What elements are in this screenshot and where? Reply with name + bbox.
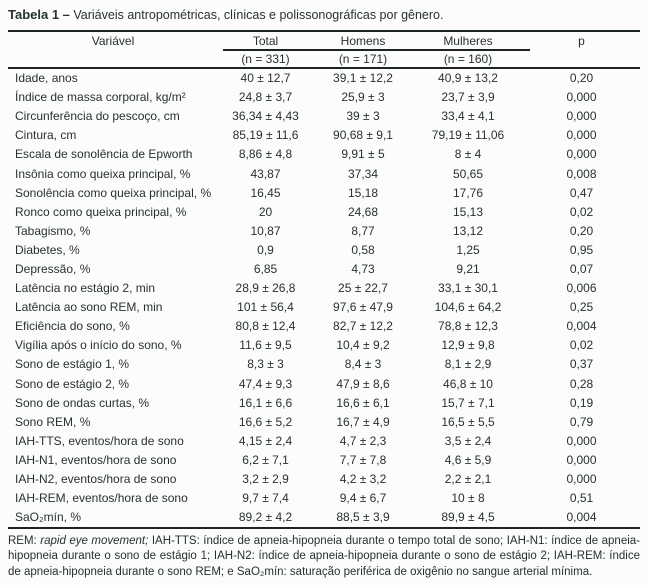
cell-total: 16,45 <box>250 185 281 200</box>
cell-p: 0,000 <box>566 128 597 143</box>
row-label: Eficiência do sono, % <box>15 319 130 334</box>
table-row <box>8 259 640 278</box>
cell-homens: 16,6 ± 6,1 <box>336 395 390 410</box>
cell-p: 0,000 <box>566 109 597 124</box>
cell-p: 0,79 <box>569 414 594 429</box>
row-label: Cintura, cm <box>15 128 77 143</box>
table-row <box>8 374 640 393</box>
cell-homens: 9,91 ± 5 <box>341 147 385 162</box>
cell-mulheres: 8 ± 4 <box>454 147 482 162</box>
row-label: Sono REM, % <box>15 414 91 429</box>
row-label: Sono de estágio 2, % <box>15 376 130 391</box>
cell-p: 0,000 <box>566 452 597 467</box>
cell-p: 0,20 <box>569 223 594 238</box>
cell-homens: 10,4 ± 9,2 <box>336 338 390 353</box>
cell-homens: 47,9 ± 8,6 <box>336 376 390 391</box>
cell-total: 10,87 <box>250 223 281 238</box>
cell-total: 8,3 ± 3 <box>247 357 284 372</box>
row-label: Sono de ondas curtas, % <box>15 395 150 410</box>
cell-homens: 88,5 ± 3,9 <box>336 510 390 525</box>
cell-p: 0,20 <box>569 71 594 86</box>
row-label: Idade, anos <box>15 71 78 86</box>
cell-mulheres: 8,1 ± 2,9 <box>444 357 492 372</box>
cell-p: 0,47 <box>569 185 594 200</box>
table-row <box>8 412 640 431</box>
cell-homens: 82,7 ± 12,2 <box>333 319 393 334</box>
cell-total: 6,85 <box>253 261 278 276</box>
cell-mulheres: 78,8 ± 12,3 <box>438 319 498 334</box>
cell-total: 6,2 ± 7,1 <box>242 452 289 467</box>
cell-p: 0,004 <box>566 510 597 525</box>
cell-homens: 0,58 <box>351 242 375 257</box>
table-row <box>8 450 640 469</box>
cell-total: 85,19 ± 11,6 <box>232 128 299 143</box>
table-header <box>8 32 640 69</box>
header-n-mulheres: (n = 160) <box>443 51 493 66</box>
cell-mulheres: 33,4 ± 4,1 <box>441 109 495 124</box>
row-label: Escala de sonolência de Epworth <box>15 147 193 162</box>
table-body <box>8 69 640 527</box>
header-n-homens: (n = 171) <box>338 51 388 66</box>
cell-p: 0,000 <box>566 90 597 105</box>
cell-mulheres: 46,8 ± 10 <box>443 376 493 391</box>
column-header-total: Total <box>252 34 279 48</box>
row-label: Latência no estágio 2, min <box>15 281 156 296</box>
header-row-groups <box>8 33 640 49</box>
footnote-italic-term: rapid eye movement; <box>40 534 149 547</box>
row-label: Sonolência como queixa principal, % <box>15 185 212 200</box>
header-n-spacer <box>8 51 218 67</box>
row-label: Sono de estágio 1, % <box>15 357 130 372</box>
cell-mulheres: 40,9 ± 13,2 <box>438 71 498 86</box>
cell-homens: 8,77 <box>351 223 375 238</box>
header-n-total: (n = 331) <box>241 51 290 66</box>
cell-mulheres: 1,25 <box>456 242 480 257</box>
table-row <box>8 240 640 259</box>
cell-homens: 16,7 ± 4,9 <box>336 414 390 429</box>
table-row <box>8 355 640 374</box>
row-label: Depressão, % <box>15 261 91 276</box>
table-row <box>8 107 640 126</box>
cell-homens: 4,73 <box>351 261 375 276</box>
row-label: Diabetes, % <box>15 242 80 257</box>
cell-homens: 90,68 ± 9,1 <box>333 128 393 143</box>
header-n-spacer-p <box>523 51 640 67</box>
table-row <box>8 69 640 88</box>
cell-p: 0,006 <box>566 281 597 296</box>
cell-mulheres: 4,6 ± 5,9 <box>444 452 492 467</box>
row-label: IAH-REM, eventos/hora de sono <box>15 491 188 506</box>
cell-mulheres: 89,9 ± 4,5 <box>441 510 495 525</box>
table-row <box>8 298 640 317</box>
cell-total: 4,15 ± 2,4 <box>238 433 293 448</box>
table-row <box>8 279 640 298</box>
cell-p: 0,95 <box>569 242 594 257</box>
cell-mulheres: 79,19 ± 11,06 <box>431 128 505 143</box>
table-row <box>8 489 640 508</box>
cell-mulheres: 15,13 <box>452 204 484 219</box>
table-row <box>8 336 640 355</box>
cell-total: 89,2 ± 4,2 <box>238 510 293 525</box>
cell-total: 80,8 ± 12,4 <box>235 319 296 334</box>
cell-homens: 39 ± 3 <box>346 109 380 124</box>
cell-total: 36,34 ± 4,43 <box>232 109 299 124</box>
cell-total: 40 ± 12,7 <box>240 71 291 86</box>
row-label: IAH-N1, eventos/hora de sono <box>15 452 177 467</box>
cell-p: 0,004 <box>566 319 597 334</box>
table-row <box>8 469 640 488</box>
cell-p: 0,37 <box>569 357 594 372</box>
cell-total: 101 ± 56,4 <box>237 300 294 315</box>
row-label: Vigília após o início do sono, % <box>15 338 182 353</box>
cell-total: 43,87 <box>250 166 281 181</box>
cell-total: 3,2 ± 2,9 <box>242 472 289 487</box>
footnote <box>8 534 640 581</box>
row-label: Índice de massa corporal, kg/m² <box>15 90 186 105</box>
table-row <box>8 88 640 107</box>
cell-total: 28,9 ± 26,8 <box>235 281 296 296</box>
cell-homens: 15,18 <box>347 185 379 200</box>
table-row <box>8 317 640 336</box>
table-row <box>8 126 640 145</box>
footnote-text-start: REM: <box>8 534 41 547</box>
cell-p: 0,28 <box>569 376 594 391</box>
cell-mulheres: 13,12 <box>452 223 484 238</box>
cell-total: 16,1 ± 6,6 <box>238 395 293 410</box>
column-header-p: p <box>578 34 585 48</box>
cell-total: 11,6 ± 9,5 <box>239 338 292 353</box>
cell-total: 8,86 ± 4,8 <box>238 147 293 162</box>
cell-mulheres: 10 ± 8 <box>451 491 485 506</box>
header-row-n <box>8 51 640 67</box>
cell-p: 0,000 <box>566 433 597 448</box>
cell-homens: 4,2 ± 3,2 <box>339 472 387 487</box>
cell-homens: 39,1 ± 12,2 <box>333 71 393 86</box>
table-row <box>8 221 640 240</box>
cell-mulheres: 3,5 ± 2,4 <box>444 433 492 448</box>
row-label: Tabagismo, % <box>15 223 91 238</box>
cell-p: 0,25 <box>569 300 594 315</box>
cell-mulheres: 15,7 ± 7,1 <box>441 395 495 410</box>
table-row <box>8 508 640 527</box>
cell-homens: 24,68 <box>347 204 379 219</box>
cell-p: 0,02 <box>569 204 594 219</box>
cell-total: 20 <box>258 204 273 219</box>
cell-homens: 7,7 ± 7,8 <box>339 452 387 467</box>
row-label: Insônia como queixa principal, % <box>15 166 191 181</box>
cell-mulheres: 17,76 <box>452 185 484 200</box>
cell-p: 0,07 <box>569 261 594 276</box>
row-label: Latência ao sono REM, min <box>15 300 163 315</box>
row-label: IAH-TTS, eventos/hora de sono <box>15 433 184 448</box>
row-label: SaO₂mín, % <box>15 510 82 525</box>
cell-mulheres: 104,6 ± 64,2 <box>434 300 502 315</box>
column-header-mulheres: Mulheres <box>443 34 493 48</box>
cell-p: 0,000 <box>566 472 597 487</box>
table-row <box>8 145 640 164</box>
table-row <box>8 393 640 412</box>
table-title <box>8 7 640 24</box>
footnote-text-rest: IAH-TTS: índice de apneia-hipopneia durante o tempo total de sono; IAH-N1: índice de apneia-hipopneia durante o sono de estágio 1; IAH-N2: índice de apneia-hipopneia durante o sono de estágio 2; IAH-REM: índice de apneia-hipopneia durante o sono REM; e SaO₂mín: saturação periférica de oxigênio no sangue arterial mínima. <box>8 534 640 578</box>
cell-p: 0,02 <box>569 338 594 353</box>
row-label: IAH-N2, eventos/hora de sono <box>15 472 177 487</box>
table-caption: Variáveis antropométricas, clínicas e polissonográficas por gênero. <box>69 8 444 22</box>
cell-total: 9,7 ± 7,4 <box>242 491 289 506</box>
cell-total: 0,9 <box>257 242 274 257</box>
cell-homens: 4,7 ± 2,3 <box>339 433 387 448</box>
cell-mulheres: 16,5 ± 5,5 <box>441 414 495 429</box>
table-row <box>8 202 640 221</box>
cell-total: 16,6 ± 5,2 <box>238 414 293 429</box>
cell-p: 0,51 <box>569 491 594 506</box>
cell-homens: 8,4 ± 3 <box>344 357 382 372</box>
cell-homens: 9,4 ± 6,7 <box>339 491 387 506</box>
cell-homens: 97,6 ± 47,9 <box>333 300 393 315</box>
cell-homens: 25 ± 22,7 <box>338 281 388 296</box>
table-row <box>8 164 640 183</box>
table-row <box>8 183 640 202</box>
data-table <box>8 30 640 529</box>
cell-total: 24,8 ± 3,7 <box>238 90 293 105</box>
cell-p: 0,19 <box>569 395 594 410</box>
cell-mulheres: 2,2 ± 2,1 <box>444 472 492 487</box>
table-row <box>8 431 640 450</box>
cell-p: 0,008 <box>566 166 597 181</box>
cell-mulheres: 12,9 ± 9,8 <box>441 338 495 353</box>
cell-p: 0,000 <box>566 147 597 162</box>
column-header-variable: Variável <box>91 34 135 48</box>
table-number: Tabela 1 – <box>8 7 70 22</box>
row-label: Circunferência do pescoço, cm <box>15 109 180 124</box>
cell-homens: 25,9 ± 3 <box>341 90 385 105</box>
cell-mulheres: 50,65 <box>452 166 484 181</box>
cell-homens: 37,34 <box>347 166 379 181</box>
column-header-homens: Homens <box>340 34 386 48</box>
cell-mulheres: 9,21 <box>456 261 480 276</box>
cell-mulheres: 23,7 ± 3,9 <box>441 90 495 105</box>
row-label: Ronco como queixa principal, % <box>15 204 187 219</box>
cell-mulheres: 33,1 ± 30,1 <box>438 281 498 296</box>
cell-total: 47,4 ± 9,3 <box>238 376 293 391</box>
